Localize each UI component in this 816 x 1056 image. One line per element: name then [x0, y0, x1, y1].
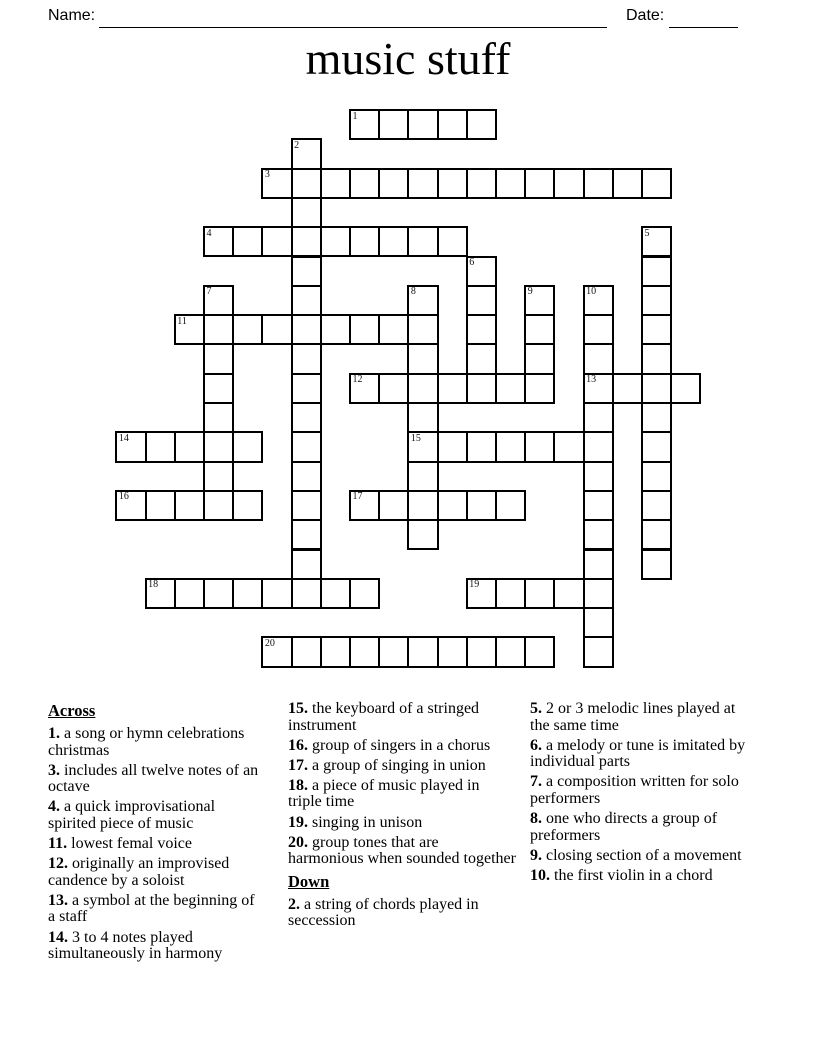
across-clues-header: Across [48, 701, 96, 720]
grid-cell [261, 636, 292, 667]
grid-cell [232, 490, 263, 521]
grid-cell [583, 343, 614, 374]
grid-cell [349, 168, 380, 199]
grid-cell [495, 636, 526, 667]
grid-cell [407, 636, 438, 667]
clue-8-down: 8. one who directs a group of preformers [530, 810, 718, 844]
clue-20-across: 20. group tones that are harmonious when sounded together [288, 833, 516, 868]
clue-18-across: 18. a piece of music played in triple time [288, 776, 480, 811]
puzzle-title: music stuff [305, 33, 511, 84]
grid-cell [291, 256, 322, 287]
grid-cell-number: 17 [352, 491, 363, 503]
grid-cell [291, 636, 322, 667]
grid-cell [583, 490, 614, 521]
grid-cell [583, 578, 614, 609]
grid-cell [524, 343, 555, 374]
grid-cell [437, 490, 468, 521]
grid-cell [583, 402, 614, 433]
grid-cell-number: 8 [410, 286, 416, 298]
grid-cell [466, 431, 497, 462]
grid-cell [466, 636, 497, 667]
grid-cell [407, 343, 438, 374]
name-blank-line [99, 8, 607, 28]
grid-cell [378, 168, 409, 199]
grid-cell [437, 431, 468, 462]
grid-cell-number: 20 [264, 637, 275, 649]
grid-cell [466, 285, 497, 316]
grid-cell-number: 7 [206, 286, 212, 298]
clue-column-1 [48, 701, 262, 966]
grid-cell [583, 519, 614, 550]
grid-cell [349, 109, 380, 140]
grid-cell [203, 226, 234, 257]
clue-5-down: 5. 2 or 3 melodic lines played at the same time [530, 700, 736, 734]
grid-cell [437, 109, 468, 140]
grid-cell [641, 519, 672, 550]
clue-9-down: 9. closing section of a movement [530, 846, 742, 864]
grid-cell [349, 490, 380, 521]
grid-cell [378, 490, 409, 521]
down-clues-header: Down [288, 871, 330, 891]
grid-cell [349, 636, 380, 667]
grid-cell [583, 431, 614, 462]
grid-cell [524, 431, 555, 462]
grid-cell [291, 549, 322, 580]
grid-cell [407, 168, 438, 199]
clue-column-3 [530, 701, 753, 888]
grid-cell [437, 168, 468, 199]
clue-2-down: 2. a string of chords played in seccession [288, 895, 479, 930]
grid-cell-number: 9 [527, 286, 533, 298]
clue-1-across: 1. a song or hymn celebrations christmas [48, 725, 245, 759]
grid-cell [407, 519, 438, 550]
grid-cell [378, 314, 409, 345]
date-blank-line [669, 8, 738, 28]
grid-cell [320, 168, 351, 199]
grid-cell [291, 168, 322, 199]
grid-cell [407, 285, 438, 316]
grid-cell [466, 256, 497, 287]
grid-cell [641, 373, 672, 404]
clue-column-2 [288, 701, 516, 934]
clue-6-down: 6. a melody or tune is imitated by individual parts [530, 736, 746, 771]
grid-cell-number: 19 [469, 579, 480, 591]
grid-cell [407, 431, 438, 462]
grid-cell [641, 168, 672, 199]
date-label: Date: [626, 7, 665, 24]
grid-cell [349, 578, 380, 609]
grid-cell [203, 402, 234, 433]
grid-cell [466, 168, 497, 199]
grid-cell [291, 197, 322, 228]
clue-19-across: 19. singing in unison [288, 813, 423, 831]
grid-cell [583, 461, 614, 492]
grid-cell [291, 285, 322, 316]
grid-cell [291, 226, 322, 257]
grid-cell [407, 226, 438, 257]
grid-cell [641, 343, 672, 374]
grid-cell [407, 402, 438, 433]
clue-11-across: 11. lowest femal voice [48, 835, 192, 853]
grid-cell [583, 607, 614, 638]
clue-17-across: 17. a group of singing in union [288, 756, 486, 774]
grid-cell [291, 461, 322, 492]
grid-cell [641, 314, 672, 345]
grid-cell [378, 636, 409, 667]
grid-cell [320, 314, 351, 345]
grid-cell [641, 549, 672, 580]
grid-cell [524, 285, 555, 316]
grid-cell [203, 373, 234, 404]
grid-cell [203, 461, 234, 492]
grid-cell [378, 373, 409, 404]
grid-cell [174, 490, 205, 521]
grid-cell-number: 11 [177, 315, 187, 327]
grid-cell [583, 549, 614, 580]
grid-cell [437, 226, 468, 257]
grid-cell [320, 578, 351, 609]
grid-cell-number: 15 [410, 432, 421, 444]
grid-cell [291, 519, 322, 550]
grid-cell [641, 226, 672, 257]
clue-10-down: 10. the first violin in a chord [530, 866, 713, 884]
grid-cell [291, 402, 322, 433]
grid-cell [378, 226, 409, 257]
grid-cell [349, 226, 380, 257]
grid-cell [466, 578, 497, 609]
grid-cell [261, 578, 292, 609]
grid-cell [407, 314, 438, 345]
grid-cell-number: 2 [294, 139, 300, 151]
grid-cell [466, 343, 497, 374]
grid-cell [583, 285, 614, 316]
grid-cell [466, 373, 497, 404]
grid-cell [524, 578, 555, 609]
grid-cell [203, 285, 234, 316]
grid-cell [670, 373, 701, 404]
grid-cell [583, 636, 614, 667]
grid-cell [466, 109, 497, 140]
grid-cell [437, 636, 468, 667]
grid-cell [174, 314, 205, 345]
grid-cell [437, 373, 468, 404]
clue-15-across: 15. the keyboard of a stringed instrument [288, 700, 480, 734]
name-label: Name: [48, 7, 96, 24]
grid-cell [232, 431, 263, 462]
grid-cell [641, 490, 672, 521]
grid-cell [407, 373, 438, 404]
grid-cell-number: 14 [118, 432, 129, 444]
grid-cell [115, 490, 146, 521]
grid-cell [495, 578, 526, 609]
grid-cell [407, 461, 438, 492]
grid-cell [378, 109, 409, 140]
grid-cell [495, 490, 526, 521]
grid-cell-number: 3 [264, 169, 270, 181]
grid-cell [145, 431, 176, 462]
grid-cell-number: 18 [148, 579, 159, 591]
grid-cell-number: 4 [206, 227, 212, 239]
grid-cell [291, 343, 322, 374]
grid-cell [466, 314, 497, 345]
grid-cell [232, 226, 263, 257]
grid-cell [261, 314, 292, 345]
grid-cell [553, 578, 584, 609]
grid-cell [203, 578, 234, 609]
grid-cell [291, 431, 322, 462]
clue-3-across: 3. includes all twelve notes of an octave [48, 761, 259, 796]
grid-cell [495, 373, 526, 404]
grid-cell [407, 109, 438, 140]
grid-cell [641, 256, 672, 287]
grid-cell [291, 138, 322, 169]
grid-cell [583, 373, 614, 404]
grid-cell-number: 12 [352, 374, 363, 386]
grid-cell [466, 490, 497, 521]
clue-4-across: 4. a quick improvisational spirited piece of music [48, 798, 216, 832]
grid-cell [641, 461, 672, 492]
grid-cell-number: 10 [586, 286, 597, 298]
grid-cell [203, 343, 234, 374]
grid-cell [641, 285, 672, 316]
grid-cell [524, 636, 555, 667]
grid-cell [641, 431, 672, 462]
grid-cell [612, 373, 643, 404]
grid-cell [349, 373, 380, 404]
grid-cell [145, 490, 176, 521]
grid-cell [320, 226, 351, 257]
clue-14-across: 14. 3 to 4 notes played simultaneously in harmony [48, 928, 223, 963]
clue-7-down: 7. a composition written for solo performers [530, 773, 739, 807]
grid-cell [524, 314, 555, 345]
grid-cell [291, 490, 322, 521]
grid-cell-number: 5 [644, 227, 650, 239]
grid-cell [553, 431, 584, 462]
grid-cell-number: 16 [118, 491, 129, 503]
grid-cell [291, 578, 322, 609]
grid-cell-number: 6 [469, 257, 475, 268]
grid-cell [583, 314, 614, 345]
grid-cell [495, 168, 526, 199]
clue-13-across: 13. a symbol at the beginning of a staff [48, 891, 255, 926]
grid-cell [203, 314, 234, 345]
clue-12-across: 12. originally an improvised candence by a soloist [48, 855, 230, 889]
grid-cell [641, 402, 672, 433]
grid-cell [261, 226, 292, 257]
grid-cell [232, 578, 263, 609]
grid-cell-number: 13 [586, 374, 597, 386]
grid-cell [291, 373, 322, 404]
grid-cell [524, 168, 555, 199]
grid-cell [524, 373, 555, 404]
grid-cell [203, 431, 234, 462]
clue-16-across: 16. group of singers in a chorus [288, 736, 491, 754]
grid-cell [232, 314, 263, 345]
grid-cell [553, 168, 584, 199]
grid-cell [495, 431, 526, 462]
grid-cell [174, 431, 205, 462]
grid-cell [407, 490, 438, 521]
grid-cell [174, 578, 205, 609]
grid-cell [261, 168, 292, 199]
grid-cell [115, 431, 146, 462]
grid-cell [320, 636, 351, 667]
grid-cell-number: 1 [352, 110, 358, 122]
grid-cell [203, 490, 234, 521]
grid-cell [612, 168, 643, 199]
grid-cell [145, 578, 176, 609]
grid-cell [349, 314, 380, 345]
grid-cell [291, 314, 322, 345]
grid-cell [583, 168, 614, 199]
